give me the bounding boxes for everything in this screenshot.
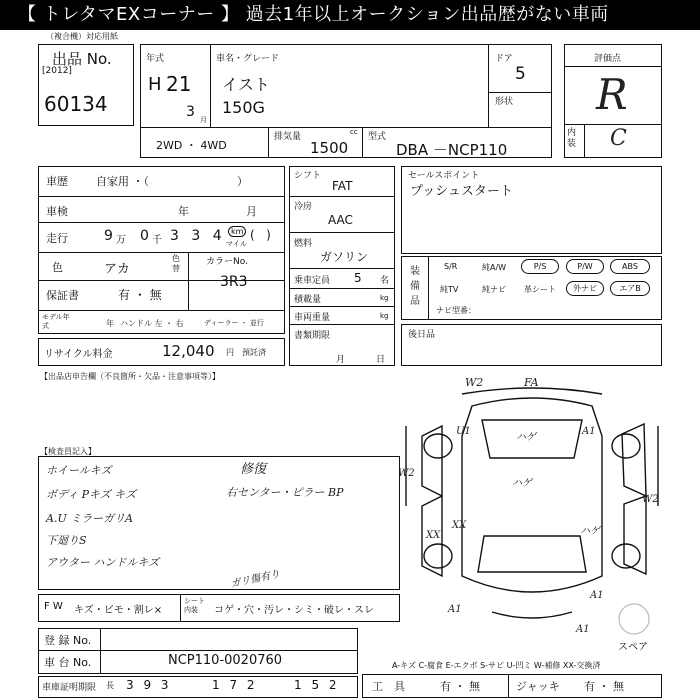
- mileage-digits: 3 3 4: [170, 228, 226, 244]
- mark-w2-right: W2: [642, 494, 659, 505]
- equip-sr: S/R: [444, 262, 458, 271]
- mileage-man: 9: [104, 228, 113, 244]
- year-month-unit: 月: [200, 116, 207, 124]
- aircon-label: 冷房: [294, 202, 313, 212]
- expiry-day: 日: [376, 355, 386, 365]
- note-wheel: ホイールキズ: [46, 464, 112, 477]
- model-year-handle: ハンドル 左 ・ 右: [120, 319, 184, 328]
- recycle-note: 預託済: [242, 348, 266, 357]
- paper-note: （複合機）対応用紙: [46, 32, 118, 41]
- mark-a1-right: A1: [582, 426, 596, 437]
- equip-pw: P/W: [566, 259, 604, 274]
- shape-label: 形状: [495, 97, 514, 107]
- tools-label: 工 具: [372, 680, 405, 693]
- history-value: 自家用 ・（ ）: [96, 175, 248, 188]
- jack-label: ジャッキ: [516, 680, 560, 693]
- model-name: イスト: [222, 75, 270, 94]
- load-label: 積載量: [294, 295, 322, 305]
- model-year-year: 年: [106, 319, 114, 328]
- equip-airbag: エアB: [610, 281, 650, 296]
- note-pillar: 右センター・ピラー BP: [226, 486, 344, 499]
- aircon-value: AAC: [328, 213, 353, 227]
- mark-xx-2: XX: [426, 530, 441, 541]
- weight-unit: kg: [380, 312, 389, 320]
- mileage-unit-mile: マイル: [226, 240, 247, 248]
- capacity-value: 5: [354, 271, 362, 285]
- legend: A-キズ C-腐食 E-エクボ S-サビ U-凹ミ W-補修 XX-交換済: [392, 661, 601, 670]
- cert-label: 車庫証明期限: [42, 683, 97, 693]
- later-box: [401, 324, 662, 366]
- cert-year-label: 長: [106, 681, 114, 690]
- mark-w2-left: W2: [398, 468, 415, 479]
- declaration-label: 【出品店申告欄（不良箇所・欠品・注意事項等）】: [40, 372, 220, 381]
- note-mirror: A.U ミラーガリA: [46, 512, 133, 525]
- note-dash: ガリ傷有り: [229, 568, 282, 591]
- history-label: 車歴: [46, 175, 68, 188]
- mark-a1-rear: A1: [590, 590, 604, 601]
- equip-tv: 純TV: [440, 285, 459, 294]
- fuel-label: 燃料: [294, 239, 313, 249]
- jack-value: 有 ・ 無: [584, 680, 624, 693]
- mark-hage-top: ハゲ: [516, 432, 536, 443]
- type-label: 型式: [368, 132, 387, 142]
- recycle-value: 12,040: [162, 342, 215, 360]
- cert-digits: 3 9 3: [126, 678, 172, 692]
- mileage-paren: ( ): [250, 228, 271, 242]
- doors-label: ドア: [495, 54, 513, 64]
- year-label: 年式: [146, 54, 165, 64]
- warranty-label: 保証書: [46, 289, 79, 302]
- shift-label: シフト: [294, 171, 322, 181]
- fw-items2: コゲ・穴・汚レ・シミ・破レ・スレ: [214, 605, 374, 616]
- interior-label: 内装: [567, 128, 577, 149]
- mark-hage-mid: ハゲ: [512, 478, 532, 489]
- mark-fa: FA: [524, 376, 539, 389]
- lot-number: 60134: [44, 92, 108, 116]
- capacity-unit: 名: [380, 276, 390, 286]
- expiry-month: 月: [336, 355, 346, 365]
- note-repair: 修復: [240, 462, 267, 477]
- registration-label: 登 録 No.: [44, 634, 92, 647]
- year-era: H: [148, 74, 162, 95]
- displacement-label: 排気量: [274, 132, 302, 142]
- mileage-sen: 0: [140, 228, 149, 244]
- color-change-label: 色替: [172, 254, 180, 273]
- spare-tire-icon: [617, 602, 651, 636]
- year-value: 21: [166, 72, 192, 96]
- model-year-label: モデル年式: [42, 313, 70, 330]
- mileage-sen-unit: 千: [152, 235, 162, 246]
- fw-sheet-label: シート内装: [184, 597, 205, 614]
- cert-day: 1 5 2: [294, 678, 340, 692]
- drive-options: 2WD ・ 4WD: [156, 139, 227, 152]
- banner-title: 【 トレタマEXコーナー 】 過去1年以上オークション出品歴がない車両: [0, 0, 700, 30]
- recycle-unit: 円: [226, 348, 234, 357]
- later-label: 後日品: [408, 330, 436, 340]
- displacement-value: 1500: [310, 139, 349, 157]
- inspector-label: 【検査員記入】: [40, 447, 96, 456]
- inspection-label: 車検: [46, 205, 68, 218]
- capacity-label: 乗車定員: [294, 276, 331, 286]
- warranty-value: 有 ・ 無: [118, 288, 162, 302]
- load-unit: kg: [380, 294, 389, 302]
- model-year-dealer: ディーラー ・ 並行: [204, 319, 264, 327]
- color-label: 色: [52, 261, 63, 274]
- mark-u1: U1: [456, 426, 471, 437]
- equip-navi-model: ナビ型番：: [436, 306, 476, 315]
- equip-abs: ABS: [610, 259, 650, 274]
- recycle-label: リサイクル料金: [44, 349, 113, 360]
- selling-point-label: セールスポイント: [408, 171, 480, 181]
- chassis-value: NCP110-0020760: [168, 653, 283, 668]
- interior-value: C: [610, 126, 627, 151]
- displacement-unit: cc: [350, 128, 358, 136]
- weight-label: 車両重量: [294, 313, 331, 323]
- color-code-label: カラーNo.: [206, 257, 248, 267]
- equipment-label: 装備品: [410, 266, 420, 307]
- spare-label: スペア: [618, 642, 648, 653]
- lot-label: 出品 No.: [52, 50, 112, 68]
- type-value: DBA －NCP110: [396, 141, 508, 159]
- year-month: 3: [186, 104, 195, 120]
- equip-ext-navi: 外ナビ: [566, 281, 604, 296]
- mark-xx-1: XX: [452, 520, 467, 531]
- color-code: 3R3: [220, 274, 248, 290]
- expiry-label: 書類期限: [294, 331, 331, 341]
- mileage-man-unit: 万: [116, 235, 126, 246]
- fw-label: F W: [44, 601, 63, 612]
- selling-point-value: プッシュスタート: [410, 184, 513, 199]
- fw-items: キズ・ビモ・割レ×: [74, 605, 163, 616]
- mark-w2-top: W2: [465, 376, 484, 389]
- tools-value: 有 ・ 無: [440, 680, 480, 693]
- mark-a1-bottom-left: A1: [448, 604, 462, 615]
- equip-aw: 純A/W: [482, 263, 507, 272]
- fuel-value: ガソリン: [320, 250, 369, 264]
- note-under: 下廻りS: [46, 534, 87, 547]
- car-diagram: [402, 376, 662, 636]
- inspection-month: 月: [246, 205, 257, 218]
- color-value: アカ: [104, 262, 130, 277]
- doors-value: 5: [515, 64, 526, 84]
- mileage-unit-km: km: [228, 226, 246, 237]
- note-body: ボディ Pキズ キズ: [46, 488, 137, 501]
- grade-value: R: [596, 70, 628, 119]
- equip-leather: 革シート: [524, 285, 556, 294]
- chassis-label: 車 台 No.: [44, 656, 92, 669]
- equip-navi: 純ナビ: [482, 285, 506, 294]
- inspection-year: 年: [178, 205, 189, 218]
- grade-label: 評価点: [594, 54, 622, 64]
- note-handle: アウター ハンドルキズ: [46, 556, 160, 569]
- mark-hage-right: ハゲ: [580, 526, 600, 537]
- cert-month: 1 7 2: [212, 678, 258, 692]
- mileage-label: 走行: [46, 232, 68, 245]
- lot-year-stamp: [2012]: [42, 66, 72, 76]
- model-grade: 150G: [222, 98, 265, 117]
- shift-value: FAT: [332, 179, 353, 193]
- details-box: [38, 166, 285, 334]
- model-label: 車名・グレード: [216, 54, 280, 64]
- equip-ps: P/S: [521, 259, 559, 274]
- mark-a1-bottom: A1: [576, 624, 590, 635]
